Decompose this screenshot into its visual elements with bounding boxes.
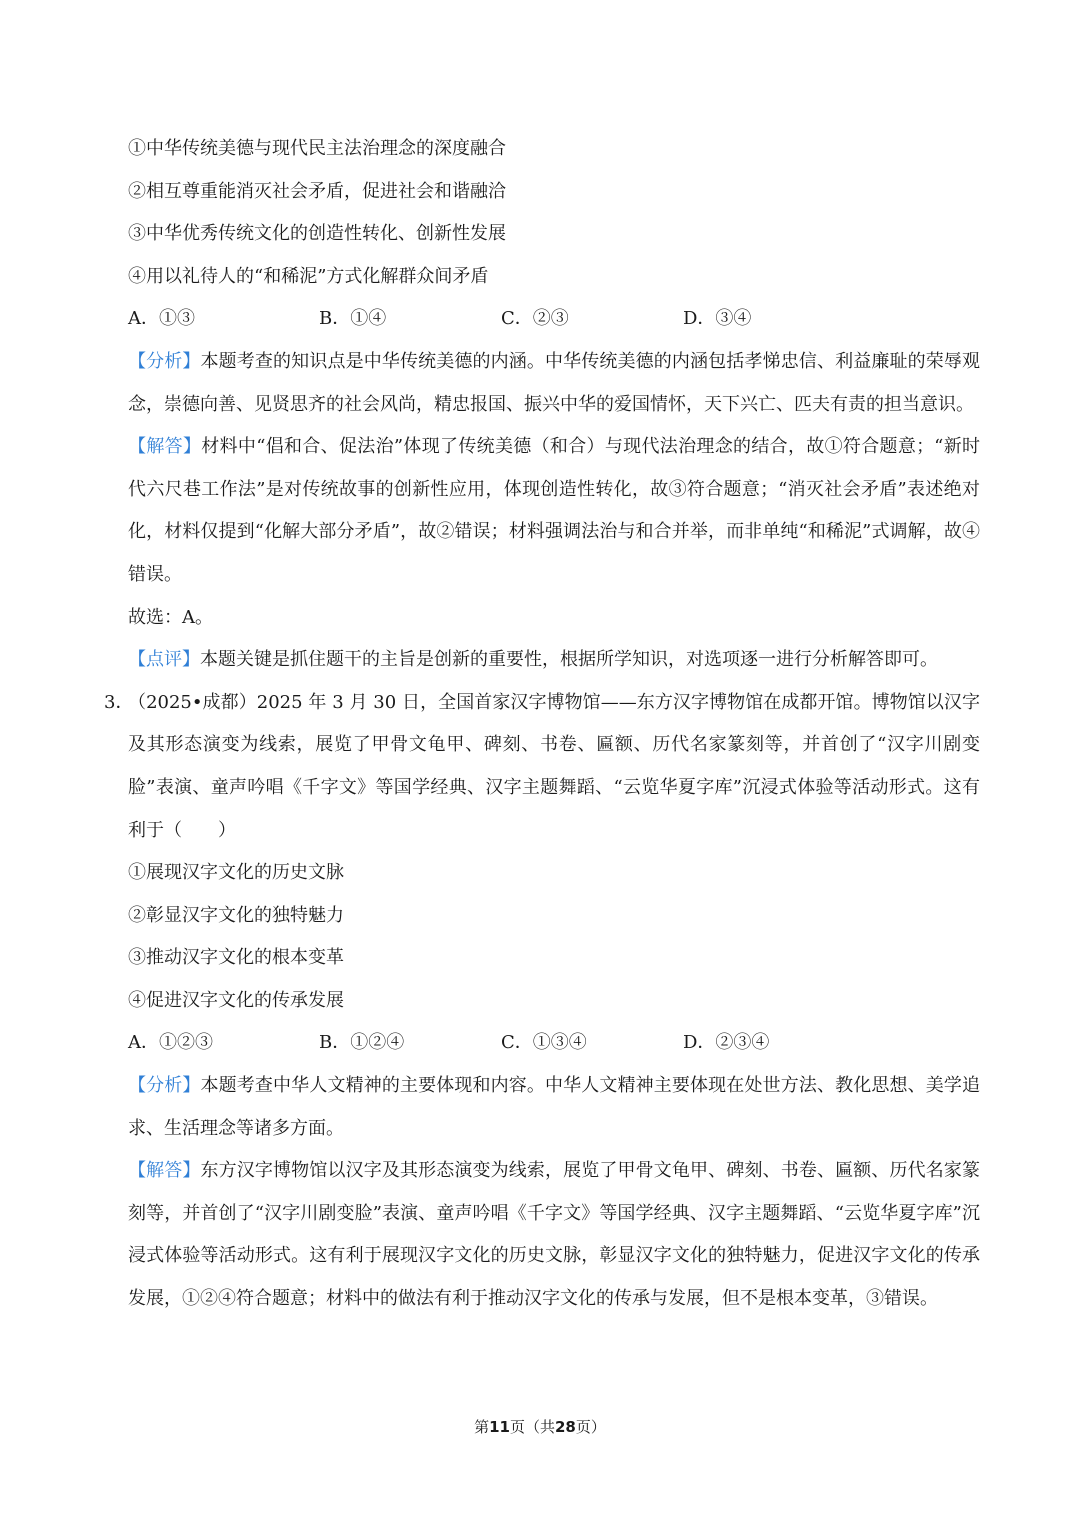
q2-choice: 故选：A。 [128, 606, 213, 628]
q2-comment-text: 本题关键是抓住题干的主旨是创新的重要性，根据所学知识，对选项逐一进行分析解答即可。 [200, 649, 938, 671]
footer-suffix: 页） [575, 1418, 606, 1436]
q3-item-3: ③推动汉字文化的根本变革 [128, 947, 344, 969]
q3-analysis-tag: 【分析】 [128, 1075, 201, 1097]
q3-answer-tag: 【解答】 [128, 1160, 201, 1182]
q3-analysis-text: 本题考查中华人文精神的主要体现和内容。中华人文精神主要体现在处世方法、教化思想、美学追求、生活理念等诸多方面。 [128, 1075, 981, 1139]
q2-item-4: ④用以礼待人的“和稀泥”方式化解群众间矛盾 [128, 265, 489, 287]
q2-comment [128, 639, 980, 682]
q2-item-2: ②相互尊重能消灭社会矛盾，促进社会和谐融洽 [128, 180, 506, 202]
q2-option-d: D．③④ [683, 308, 752, 330]
q2-answer [128, 426, 980, 596]
q2-item-1: ①中华传统美德与现代民主法治理念的深度融合 [128, 138, 506, 159]
q2-answer-tag: 【解答】 [128, 436, 202, 458]
q3-option-b: B．①②④ [319, 1032, 405, 1054]
page-content [104, 128, 981, 1321]
q3-answer [128, 1150, 980, 1320]
q3-item-2: ②彰显汉字文化的独特魅力 [128, 904, 344, 926]
q3-option-c: C．①③④ [501, 1032, 587, 1054]
q3-item-4: ④促进汉字文化的传承发展 [128, 989, 344, 1011]
q2-option-b: B．①④ [319, 308, 387, 330]
q3-option-d: D．②③④ [683, 1032, 770, 1054]
page-footer [0, 1416, 1080, 1438]
q3-number: 3． [104, 691, 134, 713]
q2-analysis-text: 本题考查的知识点是中华传统美德的内涵。中华传统美德的内涵包括孝悌忠信、利益廉耻的荣辱观念，崇德向善、见贤思齐的社会风尚，精忠报国、振兴中华的爱国情怀，天下兴亡、匹夫有责的担当意识。 [128, 350, 981, 415]
footer-middle: 页（共 [509, 1418, 555, 1436]
q2-analysis [128, 341, 980, 426]
q3-item-1: ①展现汉字文化的历史文脉 [128, 862, 344, 884]
q3-answer-text: 东方汉字博物馆以汉字及其形态演变为线索，展览了甲骨文龟甲、碑刻、书卷、匾额、历代名家篆刻等，并首创了“汉字川剧变脸”表演、童声吟唱《千字文》等国学经典、汉字主题舞蹈、“云览华夏字库”沉浸式体验等活动形式。这有利于展现汉字文化的历史文脉，彰显汉字文化的独特魅力，促进汉字文化的传承发展，①②④符合题意；材料中的做法有利于推动汉字文化的传承与发展，但不是根本变革，③错误。 [128, 1160, 981, 1310]
q3-analysis [128, 1065, 980, 1150]
footer-page-number: 11 [489, 1418, 510, 1436]
q2-comment-tag: 【点评】 [128, 649, 200, 671]
q2-options [128, 298, 980, 341]
q3-stem [104, 682, 980, 852]
q3-options [128, 1022, 980, 1065]
q3-option-a: A．①②③ [128, 1032, 213, 1054]
q3-stem-text: （2025•成都）2025 年 3 月 30 日，全国首家汉字博物馆——东方汉字博物馆在成都开馆。博物馆以汉字及其形态演变为线索，展览了甲骨文龟甲、碑刻、书卷、匾额、历代名家篆刻等，并首创了“汉字川剧变脸”表演、童声吟唱《千字文》等国学经典、汉字主题舞蹈、“云览华夏字库”沉浸式体验等活动形式。这有利于（ ） [128, 691, 980, 841]
footer-total-pages: 28 [555, 1418, 576, 1436]
q2-option-c: C．②③ [501, 308, 569, 330]
footer-prefix: 第 [474, 1418, 490, 1436]
q2-answer-text: 材料中“倡和合、促法治”体现了传统美德（和合）与现代法治理念的结合，故①符合题意；“新时代六尺巷工作法”是对传统故事的创新性应用，体现创造性转化，故③符合题意；“消灭社会矛盾”表述绝对化，材料仅提到“化解大部分矛盾”，故②错误；材料强调法治与和合并举，而非单纯“和稀泥”式调解，故④错误。 [128, 436, 981, 585]
q2-analysis-tag: 【分析】 [128, 350, 201, 372]
q2-option-a: A．①③ [128, 308, 195, 330]
q2-item-3: ③中华优秀传统文化的创造性转化、创新性发展 [128, 223, 506, 245]
